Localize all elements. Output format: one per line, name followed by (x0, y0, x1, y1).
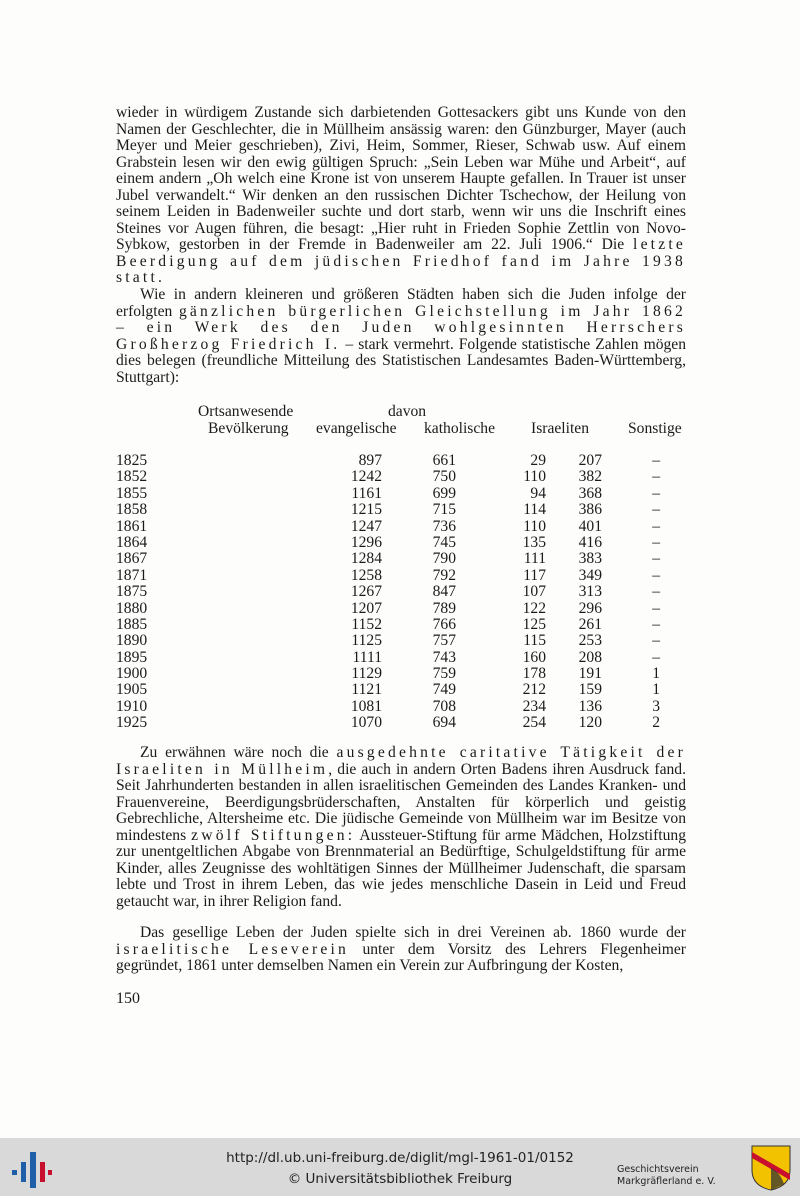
cell-israelites: 416 (578, 533, 602, 551)
cell-population: 1258 (350, 566, 382, 584)
cell-others: – (652, 517, 660, 535)
table-row (116, 714, 688, 730)
paragraph-2-text: Wie in andern kleineren und größeren Städten haben sich die Juden infolge der erfolgten (116, 286, 686, 320)
cell-population: 1296 (350, 533, 382, 551)
cell-catholic: 107 (522, 583, 546, 601)
cell-others: – (652, 632, 660, 650)
table-row (116, 534, 688, 550)
table-header (116, 403, 688, 439)
cell-israelites: 296 (578, 599, 602, 617)
header-population-line1: Ortsanwesende (198, 403, 294, 420)
cell-year: 1885 (116, 615, 148, 633)
cell-others: – (652, 615, 660, 633)
cell-year: 1895 (116, 648, 148, 666)
cell-year: 1864 (116, 533, 148, 551)
paragraph-4 (116, 925, 686, 975)
footer-url-link[interactable]: http://dl.ub.uni-freiburg.de/diglit/mgl-1961-01/0152 (226, 1150, 574, 1166)
page-number: 150 (116, 990, 140, 1007)
cell-population: 1081 (350, 697, 382, 715)
cell-evangelical: 792 (432, 566, 456, 584)
cell-others: – (652, 468, 660, 486)
cell-population: 1161 (351, 484, 382, 502)
cell-others: – (652, 599, 660, 617)
cell-year: 1875 (116, 583, 148, 601)
cell-evangelical: 699 (432, 484, 456, 502)
table-row (116, 485, 688, 501)
cell-catholic: 110 (523, 468, 546, 486)
cell-israelites: 383 (578, 550, 602, 568)
cell-evangelical: 745 (432, 533, 456, 551)
cell-year: 1858 (116, 501, 148, 519)
paragraph-3-spaced-2: zwölf Stiftungen: (191, 826, 356, 844)
cell-others: – (652, 583, 660, 601)
cell-israelites: 261 (578, 615, 602, 633)
cell-year: 1925 (116, 714, 148, 732)
cell-others: 2 (652, 714, 660, 732)
cell-catholic: 111 (523, 550, 546, 568)
table-row (116, 518, 688, 534)
cell-catholic: 160 (522, 648, 546, 666)
cell-israelites: 382 (578, 468, 602, 486)
paragraph-3-text-mid: , die auch in andern Orten Badens ihren Ausdruck fand. Seit Jahrhunderten bestanden in allen israelitischen Gemeinden des Landes Kranken- und Frauenvereine, Beerdigungsbrüderschaften, Anstalten für körperlich und geistig Gebrechliche, Altersheime etc. Die jüdische Gemeinde von Müllheim war im Besitze von mindestens (116, 760, 686, 844)
cell-population: 1242 (350, 468, 382, 486)
cell-others: – (652, 452, 660, 469)
cell-year: 1852 (116, 468, 148, 486)
header-evangelical: evangelische (316, 420, 397, 437)
cell-catholic: 29 (530, 452, 546, 469)
cell-evangelical: 847 (432, 583, 456, 601)
cell-year: 1880 (116, 599, 148, 617)
cell-israelites: 207 (578, 452, 602, 469)
paragraph-2 (116, 287, 686, 386)
paragraph-3-text: Zu erwähnen wäre noch die (140, 744, 337, 761)
cell-catholic: 125 (522, 615, 546, 633)
cell-others: 3 (652, 697, 660, 715)
paragraph-1-spaced: letzte Beerdigung auf dem jüdischen Friedhof fand im Jahre 1938 statt. (116, 236, 686, 286)
cell-israelites: 313 (578, 583, 602, 601)
cell-evangelical: 743 (432, 648, 456, 666)
cell-israelites: 191 (578, 665, 602, 683)
cell-population: 1215 (350, 501, 382, 519)
cell-catholic: 234 (522, 697, 546, 715)
cell-others: – (652, 501, 660, 519)
table-row (116, 567, 688, 583)
statistics-table (116, 452, 688, 731)
cell-year: 1890 (116, 632, 148, 650)
cell-evangelical: 708 (432, 697, 456, 715)
paragraph-2-text-end: – stark vermehrt. Folgende statistische Zahlen mögen dies belegen (freundliche Mitteilung des Statistischen Landesamtes Baden-Württemberg, Stuttgart): (116, 335, 687, 386)
table-row (116, 698, 688, 714)
society-line-1: Geschichtsverein (617, 1164, 699, 1175)
table-row (116, 632, 688, 648)
society-crest-icon (750, 1144, 792, 1192)
cell-year: 1825 (116, 452, 148, 469)
table-row (116, 550, 688, 566)
cell-others: 1 (652, 665, 660, 683)
cell-population: 1247 (350, 517, 382, 535)
cell-evangelical: 766 (432, 615, 456, 633)
cell-year: 1871 (116, 566, 148, 584)
table-row (116, 600, 688, 616)
cell-evangelical: 789 (432, 599, 456, 617)
cell-population: 1207 (350, 599, 382, 617)
cell-evangelical: 715 (432, 501, 456, 519)
cell-year: 1861 (116, 517, 148, 535)
paragraph-3 (116, 745, 686, 910)
cell-evangelical: 736 (432, 517, 456, 535)
cell-catholic: 115 (523, 632, 546, 650)
cell-evangelical: 750 (432, 468, 456, 486)
table-row (116, 583, 688, 599)
header-catholic: katholische (424, 420, 496, 437)
cell-catholic: 135 (522, 533, 546, 551)
cell-population: 1070 (350, 714, 382, 732)
cell-israelites: 136 (578, 697, 602, 715)
header-davon: davon (388, 403, 427, 420)
cell-israelites: 401 (578, 517, 602, 535)
cell-year: 1867 (116, 550, 148, 568)
cell-catholic: 122 (522, 599, 546, 617)
cell-evangelical: 749 (432, 681, 456, 699)
cell-evangelical: 661 (432, 452, 456, 469)
cell-year: 1900 (116, 665, 148, 683)
table-row (116, 616, 688, 632)
cell-others: – (652, 533, 660, 551)
cell-israelites: 208 (578, 648, 602, 666)
paragraph-3-text-end: Aussteuer-Stiftung für arme Mädchen, Holzstiftung zur unentgeltlichen Abgabe von Brennmaterial an Bedürftige, Schulgeldstiftung für arme Kinder, alles Zeugnisse des wohltätigen Sinnes der Müllheimer Judenschaft, die sparsam lebte und Trost in ihrem Leben, das wie jedes menschliche Dasein in Leid und Freud getaucht war, in ihrer Religion fand. (116, 826, 686, 910)
cell-population: 1284 (350, 550, 382, 568)
paragraph-2-spaced: gänzlichen bürgerlichen Gleichstellung im Jahr 1862 – ein Werk des den Juden wohlgesinnten Herrschers Großherzog Friedrich I. (116, 302, 686, 353)
cell-evangelical: 694 (432, 714, 456, 732)
cell-others: – (652, 648, 660, 666)
footer-copyright: © Universitätsbibliothek Freiburg (287, 1171, 513, 1187)
cell-catholic: 254 (522, 714, 546, 732)
cell-others: – (652, 566, 660, 584)
table-row (116, 501, 688, 517)
cell-year: 1905 (116, 681, 148, 699)
table-row (116, 665, 688, 681)
header-population-line2: Bevölkerung (208, 420, 289, 437)
cell-israelites: 349 (578, 566, 602, 584)
paragraph-4-spaced: israelitische Leseverein (116, 940, 350, 958)
table-row (116, 681, 688, 697)
cell-catholic: 178 (522, 665, 546, 683)
cell-population: 1152 (351, 615, 382, 633)
cell-population: 1129 (351, 665, 382, 683)
cell-population: 897 (358, 452, 382, 469)
cell-catholic: 114 (523, 501, 546, 519)
paragraph-1 (116, 105, 686, 287)
cell-catholic: 94 (530, 484, 546, 502)
paragraph-4-text: Das gesellige Leben der Juden spielte sich in drei Vereinen ab. 1860 wurde der (140, 924, 686, 941)
cell-others: 1 (652, 681, 660, 699)
cell-israelites: 386 (578, 501, 602, 519)
paragraph-1-text: wieder in würdigem Zustande sich darbietenden Gottesackers gibt uns Kunde von den Namen der Geschlechter, die in Müllheim ansässig waren: den Günzburger, Mayer (auch Meyer und Meier geschrieben), Zivi, Heim, Sommer, Rieser, Schwab usw. Auf einem Grabstein lesen wir den ewig gültigen Spruch: „Sein Leben war Mühe und Arbeit“, auf einem andern „Oh welch eine Krone ist von unserem Haupte gefallen. In Trauer ist unser Jubel verwandelt.“ Wir denken an den russischen Dichter Tschechow, der Heilung von seinem Leiden in Badenweiler suchte und dort starb, wenn wir uns die Inschrift eines Steines vor Augen führen, die besagt: „Hier ruht in Frieden Sophie Zettlin von Novo-Sybkow, gestorben in der Fremde in Badenweiler am 22. Juli 1906.“ Die (116, 104, 686, 253)
cell-population: 1111 (352, 648, 382, 666)
cell-israelites: 253 (578, 632, 602, 650)
cell-evangelical: 759 (432, 665, 456, 683)
society-name (617, 1164, 716, 1188)
header-israelites: Israeliten (531, 420, 590, 437)
cell-evangelical: 757 (432, 632, 456, 650)
cell-evangelical: 790 (432, 550, 456, 568)
cell-israelites: 368 (578, 484, 602, 502)
header-others: Sonstige (628, 420, 682, 437)
cell-others: – (652, 484, 660, 502)
cell-population: 1121 (351, 681, 382, 699)
cell-year: 1855 (116, 484, 148, 502)
cell-population: 1267 (350, 583, 382, 601)
table-row (116, 468, 688, 484)
cell-catholic: 110 (523, 517, 546, 535)
cell-israelites: 159 (578, 681, 602, 699)
cell-catholic: 117 (523, 566, 546, 584)
cell-israelites: 120 (578, 714, 602, 732)
table-row (116, 452, 688, 468)
cell-year: 1910 (116, 697, 148, 715)
society-line-2: Markgräflerland e. V. (617, 1176, 716, 1187)
cell-population: 1125 (351, 632, 382, 650)
paragraph-3-spaced: ausgedehnte caritative Tätigkeit der Israeliten in Müllheim (116, 744, 686, 778)
table-row (116, 649, 688, 665)
cell-others: – (652, 550, 660, 568)
cell-catholic: 212 (522, 681, 546, 699)
paragraph-4-text-end: unter dem Vorsitz des Lehrers Flegenheimer gegründet, 1861 unter demselben Namen ein Verein zur Aufbringung der Kosten, (116, 940, 686, 974)
